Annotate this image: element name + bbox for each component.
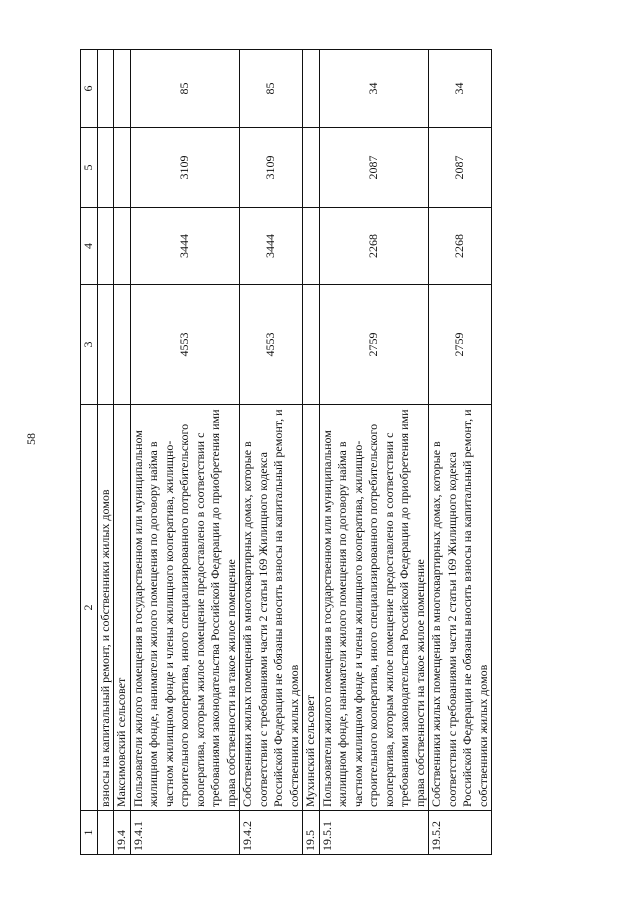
table-row: [303, 50, 320, 855]
row-value-col3: 4553: [240, 285, 303, 405]
table-row: [97, 50, 114, 855]
row-value-col5: [97, 128, 114, 208]
row-value-col4: 2268: [429, 208, 492, 285]
row-code: 19.5.2: [429, 811, 492, 855]
header-cell: 4: [81, 208, 98, 285]
row-value-col3: [303, 285, 320, 405]
row-value-col3: [114, 285, 131, 405]
row-description: Пользователи жилого помещения в государственном или муниципальном жилищном фонде, наниматели жилого помещения по договору найма в частном жилищном фонде и члены жилищного кооператива, жилищно-строительного кооператива, иного специализированного потребительского кооператива, которым жилое помещение предоставлено в соответствии с требованиями законодательства Российской Федерации до приобретения ими права собственности на такое жилое помещение: [319, 405, 429, 811]
row-code: 19.4.1: [130, 811, 240, 855]
row-value-col4: 2268: [319, 208, 429, 285]
row-description: Максимовский сельсовет: [114, 405, 131, 811]
row-value-col6: 85: [130, 50, 240, 128]
row-value-col6: [303, 50, 320, 128]
header-cell: 5: [81, 128, 98, 208]
row-value-col4: 3444: [130, 208, 240, 285]
row-value-col6: 34: [319, 50, 429, 128]
table-row: [130, 50, 240, 855]
row-value-col4: [303, 208, 320, 285]
row-value-col3: 2759: [429, 285, 492, 405]
table-header-row: [81, 50, 98, 855]
row-value-col6: 34: [429, 50, 492, 128]
row-value-col5: 2087: [429, 128, 492, 208]
row-code: [97, 811, 114, 855]
row-value-col4: [97, 208, 114, 285]
row-description: Собственники жилых помещений в многоквартирных домах, которые в соответствии с требованиями части 2 статьи 169 Жилищного кодекса Российской Федерации не обязаны вносить взносы на капитальный ремонт, и собственники жилых домов: [240, 405, 303, 811]
table-row: [429, 50, 492, 855]
row-value-col6: 85: [240, 50, 303, 128]
row-value-col5: [303, 128, 320, 208]
row-value-col5: 2087: [319, 128, 429, 208]
row-value-col3: 4553: [130, 285, 240, 405]
table-row: [240, 50, 303, 855]
rotated-page-content: [80, 50, 620, 855]
row-value-col6: [97, 50, 114, 128]
row-value-col5: 3109: [240, 128, 303, 208]
row-code: 19.5: [303, 811, 320, 855]
row-code: 19.4.2: [240, 811, 303, 855]
row-value-col5: [114, 128, 131, 208]
row-value-col4: 3444: [240, 208, 303, 285]
row-value-col5: 3109: [130, 128, 240, 208]
row-code: 19.4: [114, 811, 131, 855]
header-cell: 3: [81, 285, 98, 405]
table-row: [114, 50, 131, 855]
row-code: 19.5.1: [319, 811, 429, 855]
header-cell: 6: [81, 50, 98, 128]
table-row: [319, 50, 429, 855]
header-cell: 2: [81, 405, 98, 811]
row-value-col4: [114, 208, 131, 285]
row-description: Собственники жилых помещений в многоквартирных домах, которые в соответствии с требованиями части 2 статьи 169 Жилищного кодекса Российской Федерации не обязаны вносить взносы на капитальный ремонт, и собственники жилых домов: [429, 405, 492, 811]
row-value-col3: [97, 285, 114, 405]
row-value-col3: 2759: [319, 285, 429, 405]
row-value-col6: [114, 50, 131, 128]
page-number: 58: [24, 433, 38, 445]
header-cell: 1: [81, 811, 98, 855]
row-description: Мухинский сельсовет: [303, 405, 320, 811]
row-description: Пользователи жилого помещения в государственном или муниципальном жилищном фонде, наниматели жилого помещения по договору найма в частном жилищном фонде и члены жилищного кооператива, жилищно-строительного кооператива, иного специализированного потребительского кооператива, которым жилое помещение предоставлено в соответствии с требованиями законодательства Российской Федерации до приобретения ими права собственности на такое жилое помещение: [130, 405, 240, 811]
row-description: взносы на капитальный ремонт, и собственники жилых домов: [97, 405, 114, 811]
tariff-table: [80, 49, 492, 855]
